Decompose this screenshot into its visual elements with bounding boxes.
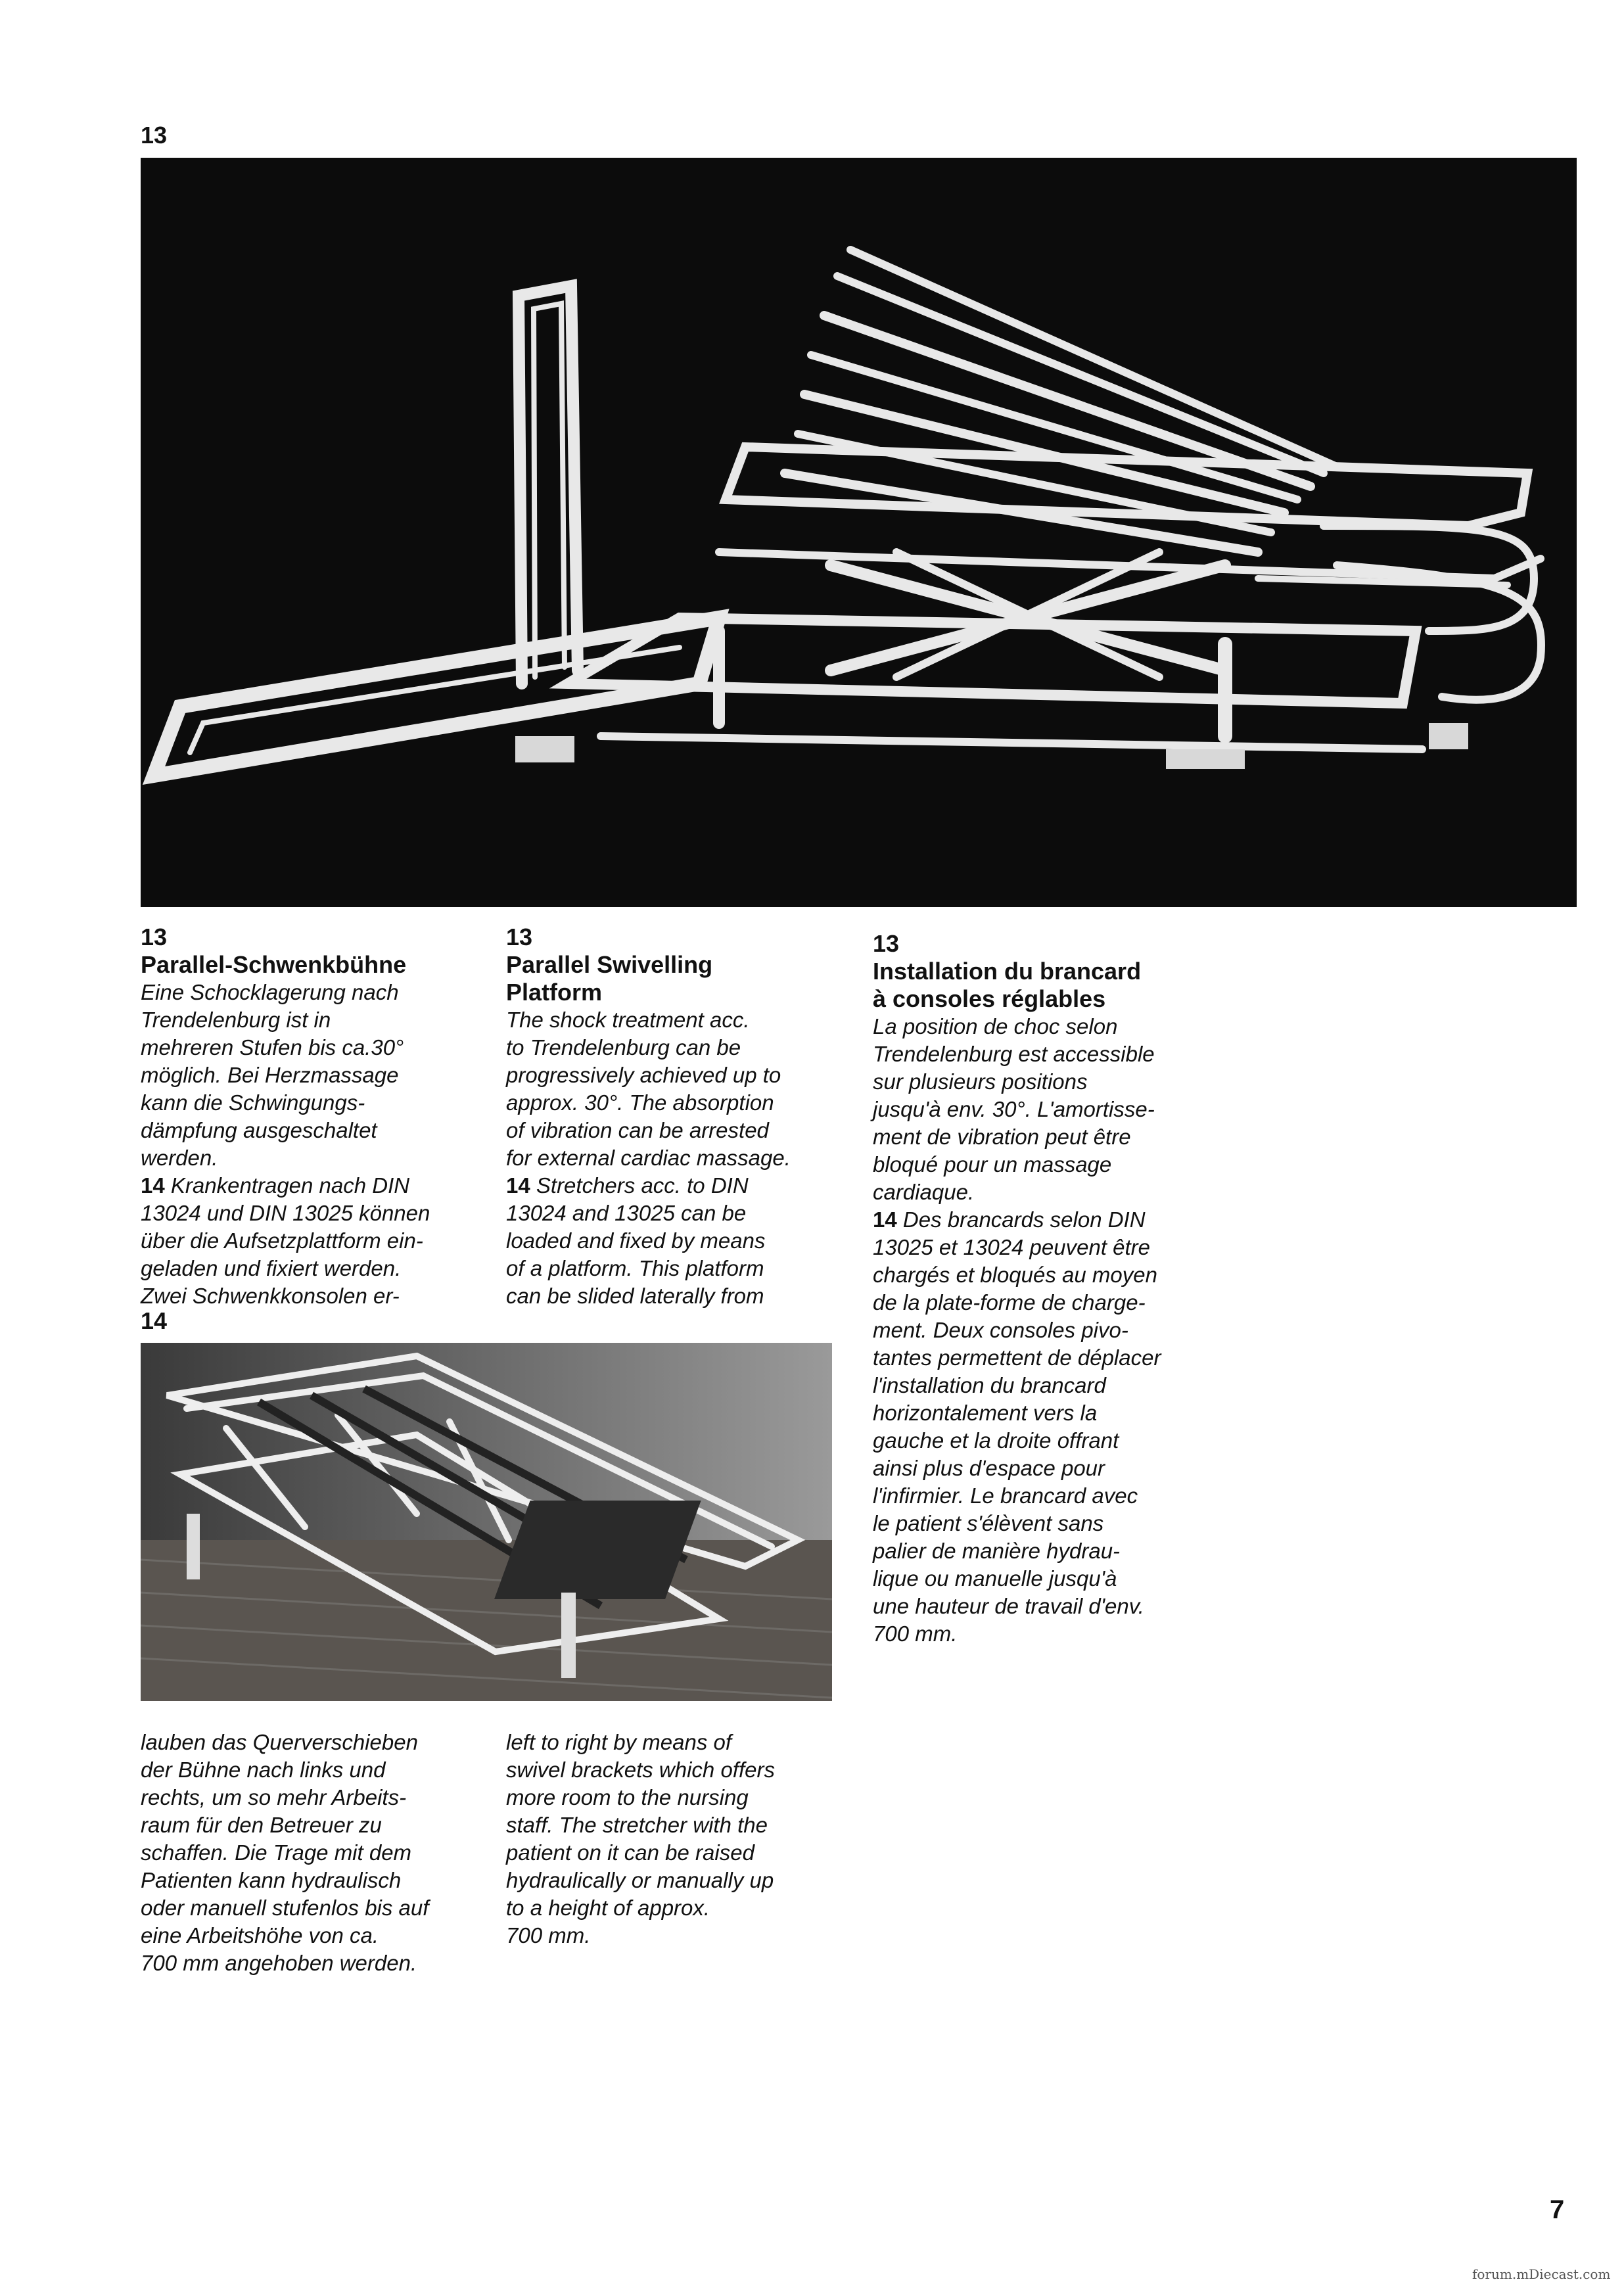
fr-line: sur plusieurs positions (873, 1069, 1088, 1094)
en-text-14 (506, 1172, 861, 1310)
en-line: of a platform. This platform (506, 1256, 764, 1280)
en-line: progressively achieved up to (506, 1063, 781, 1087)
en-line: patient on it can be raised (506, 1840, 754, 1865)
fr-line: ment de vibration peut être (873, 1125, 1131, 1149)
fr-line: 13025 et 13024 peuvent être (873, 1235, 1151, 1259)
fr-line: cardiaque. (873, 1180, 975, 1204)
de-line: kann die Schwingungs- (141, 1090, 365, 1115)
fr-line: chargés et bloqués au moyen (873, 1263, 1157, 1287)
fr-line: tantes permettent de déplacer (873, 1345, 1161, 1370)
de-figure-14-number: 14 (141, 1173, 165, 1198)
de-figure-13-number: 13 (141, 923, 168, 950)
de-text-continued (141, 1729, 496, 1977)
de-line: eine Arbeitshöhe von ca. (141, 1923, 379, 1948)
fr-line: bloqué pour un massage (873, 1152, 1112, 1177)
fr-line: palier de manière hydrau- (873, 1539, 1121, 1563)
en-figure-13-number: 13 (506, 923, 533, 950)
de-line: Krankentragen nach DIN (170, 1173, 410, 1198)
en-line: left to right by means of (506, 1730, 732, 1754)
de-text-14 (141, 1172, 496, 1310)
fr-line: Des brancards selon DIN (902, 1207, 1146, 1232)
english-continued (506, 1729, 861, 1949)
fr-line: l'infirmier. Le brancard avec (873, 1483, 1138, 1508)
en-text-continued (506, 1729, 861, 1949)
de-line: lauben das Querverschieben (141, 1730, 418, 1754)
page-number: 7 (1550, 2195, 1565, 2224)
en-line: of vibration can be arrested (506, 1118, 769, 1142)
fr-line: horizontalement vers la (873, 1401, 1098, 1425)
de-line: Zwei Schwenkkonsolen er- (141, 1284, 400, 1308)
stretcher-illustration (141, 1343, 832, 1701)
en-title-line-1: Parallel Swivelling (506, 951, 713, 978)
fr-title-line-1: Installation du brancard (873, 958, 1142, 985)
platform-photo (141, 158, 1577, 907)
fr-line: lique ou manuelle jusqu'à (873, 1566, 1117, 1591)
de-line: geladen und fixiert werden. (141, 1256, 402, 1280)
fr-figure-13-number: 13 (873, 930, 900, 957)
en-line: The shock treatment acc. (506, 1008, 750, 1032)
fr-line: jusqu'à env. 30°. L'amortisse- (873, 1097, 1155, 1121)
de-line: über die Aufsetzplattform ein- (141, 1228, 423, 1253)
en-line: hydraulically or manually up (506, 1868, 774, 1892)
en-line: for external cardiac massage. (506, 1146, 791, 1170)
en-line: approx. 30°. The absorption (506, 1090, 774, 1115)
german-column (141, 923, 496, 1310)
de-line: raum für den Betreuer zu (141, 1813, 382, 1837)
en-line: to Trendelenburg can be (506, 1035, 741, 1060)
fr-figure-14-number: 14 (873, 1207, 897, 1232)
figure-13-label: 13 (141, 122, 168, 149)
de-line: rechts, um so mehr Arbeits- (141, 1785, 407, 1809)
fr-line: Trendelenburg est accessible (873, 1042, 1155, 1066)
de-line: schaffen. Die Trage mit dem (141, 1840, 412, 1865)
fr-line: l'installation du brancard (873, 1373, 1106, 1397)
de-line: der Bühne nach links und (141, 1758, 386, 1782)
fr-title-line-2: à consoles réglables (873, 985, 1106, 1012)
fr-line: le patient s'élèvent sans (873, 1511, 1104, 1535)
en-figure-14-number: 14 (506, 1173, 530, 1198)
en-line: staff. The stretcher with the (506, 1813, 768, 1837)
fr-text-14 (873, 1206, 1241, 1648)
fr-text-13 (873, 1013, 1241, 1206)
en-line: can be slided laterally from (506, 1284, 764, 1308)
en-line: swivel brackets which offers (506, 1758, 775, 1782)
de-line: dämpfung ausgeschaltet (141, 1118, 377, 1142)
en-title-line-2: Platform (506, 979, 603, 1006)
de-line: mehreren Stufen bis ca.30° (141, 1035, 404, 1060)
fr-line: ainsi plus d'espace pour (873, 1456, 1105, 1480)
de-line: werden. (141, 1146, 218, 1170)
en-line: more room to the nursing (506, 1785, 749, 1809)
figure-14-label: 14 (141, 1307, 168, 1334)
de-line: möglich. Bei Herzmassage (141, 1063, 399, 1087)
stretcher-photo (141, 1343, 832, 1701)
en-line: Stretchers acc. to DIN (536, 1173, 749, 1198)
de-text-13 (141, 979, 496, 1172)
de-line: 13024 und DIN 13025 können (141, 1201, 430, 1225)
de-line: Trendelenburg ist in (141, 1008, 331, 1032)
en-line: 13024 and 13025 can be (506, 1201, 747, 1225)
watermark: forum.mDiecast.com (1472, 2266, 1611, 2282)
german-continued (141, 1729, 496, 1977)
fr-line: gauche et la droite offrant (873, 1428, 1119, 1453)
fr-line: une hauteur de travail d'env. (873, 1594, 1144, 1618)
fr-line: de la plate-forme de charge- (873, 1290, 1146, 1315)
de-line: Patienten kann hydraulisch (141, 1868, 402, 1892)
fr-line: La position de choc selon (873, 1014, 1118, 1038)
english-column (506, 923, 861, 1310)
en-line: to a height of approx. (506, 1896, 710, 1920)
fr-line: 700 mm. (873, 1621, 958, 1646)
de-line: Eine Schocklagerung nach (141, 980, 399, 1004)
en-line: 700 mm. (506, 1923, 591, 1948)
french-column (873, 930, 1241, 1648)
de-line: 700 mm angehoben werden. (141, 1951, 417, 1975)
fr-line: ment. Deux consoles pivo- (873, 1318, 1128, 1342)
de-line: oder manuell stufenlos bis auf (141, 1896, 429, 1920)
de-title: Parallel-Schwenkbühne (141, 951, 407, 978)
en-text-13 (506, 1006, 861, 1172)
swivel-platform-illustration (141, 158, 1577, 907)
en-line: loaded and fixed by means (506, 1228, 766, 1253)
